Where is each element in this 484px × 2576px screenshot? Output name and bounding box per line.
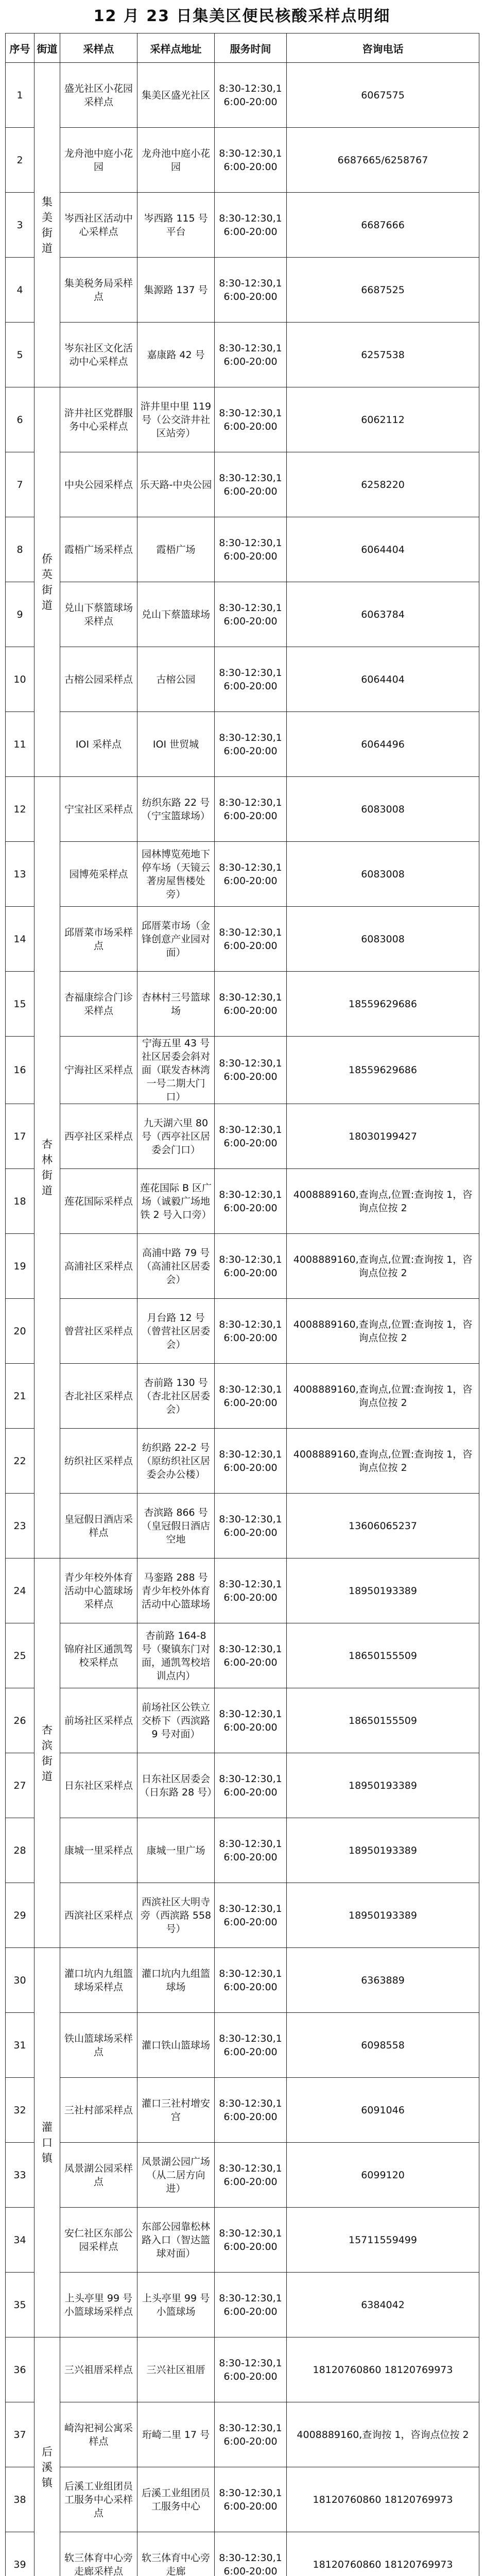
street-name bbox=[34, 387, 60, 777]
table-row bbox=[6, 1688, 479, 1753]
site-name: 浒井社区党群服务中心采样点 bbox=[60, 387, 137, 452]
contact-phone: 18120760860 18120769973 bbox=[287, 2467, 479, 2532]
row-number: 17 bbox=[6, 1104, 34, 1169]
service-time: 8:30-12:30,16:00-20:00 bbox=[215, 323, 287, 387]
service-time: 8:30-12:30,16:00-20:00 bbox=[215, 1948, 287, 2013]
site-address: 园林博览苑地下停车场（天镜云著房屋售楼处旁） bbox=[137, 842, 215, 907]
table-row bbox=[6, 1364, 479, 1429]
service-time: 8:30-12:30,16:00-20:00 bbox=[215, 2143, 287, 2208]
contact-phone: 6687665/6258767 bbox=[287, 128, 479, 193]
street-name bbox=[34, 1948, 60, 2337]
service-time: 8:30-12:30,16:00-20:00 bbox=[215, 2208, 287, 2273]
row-number: 8 bbox=[6, 517, 34, 582]
service-time: 8:30-12:30,16:00-20:00 bbox=[215, 1234, 287, 1299]
table-row bbox=[6, 517, 479, 582]
service-time: 8:30-12:30,16:00-20:00 bbox=[215, 63, 287, 128]
row-number: 7 bbox=[6, 452, 34, 517]
row-number: 5 bbox=[6, 323, 34, 387]
site-address: 杏滨路 866 号（皇冠假日酒店空地 bbox=[137, 1494, 215, 1558]
service-time: 8:30-12:30,16:00-20:00 bbox=[215, 2013, 287, 2078]
service-time: 8:30-12:30,16:00-20:00 bbox=[215, 2467, 287, 2532]
table-row bbox=[6, 2273, 479, 2337]
service-time: 8:30-12:30,16:00-20:00 bbox=[215, 777, 287, 842]
row-number: 14 bbox=[6, 907, 34, 972]
site-address: 霞梧广场 bbox=[137, 517, 215, 582]
site-address: 乐天路-中央公园 bbox=[137, 452, 215, 517]
row-number: 27 bbox=[6, 1753, 34, 1818]
contact-phone: 6687666 bbox=[287, 193, 479, 258]
table-row bbox=[6, 907, 479, 972]
table-row bbox=[6, 647, 479, 712]
contact-phone: 6083008 bbox=[287, 777, 479, 842]
site-address: 嘉康路 42 号 bbox=[137, 323, 215, 387]
service-time: 8:30-12:30,16:00-20:00 bbox=[215, 193, 287, 258]
contact-phone: 6687525 bbox=[287, 258, 479, 323]
site-address: 珩崎二里 17 号 bbox=[137, 2402, 215, 2467]
row-number: 10 bbox=[6, 647, 34, 712]
row-number: 37 bbox=[6, 2402, 34, 2467]
site-address: 后溪工业组团员工服务中心 bbox=[137, 2467, 215, 2532]
site-address: 集源路 137 号 bbox=[137, 258, 215, 323]
table-row bbox=[6, 2208, 479, 2273]
service-time: 8:30-12:30,16:00-20:00 bbox=[215, 1364, 287, 1429]
street-name-text: 灌口镇 bbox=[42, 2120, 53, 2166]
table-row bbox=[6, 1429, 479, 1494]
row-number: 11 bbox=[6, 712, 34, 777]
row-number: 18 bbox=[6, 1169, 34, 1234]
site-name: 宁宝社区采样点 bbox=[60, 777, 137, 842]
contact-phone: 6083008 bbox=[287, 907, 479, 972]
site-name: IOI 采样点 bbox=[60, 712, 137, 777]
contact-phone: 6363889 bbox=[287, 1948, 479, 2013]
street-name bbox=[34, 2337, 60, 2576]
row-number: 15 bbox=[6, 972, 34, 1037]
site-name: 凤景湖公园采样点 bbox=[60, 2143, 137, 2208]
row-number: 38 bbox=[6, 2467, 34, 2532]
service-time: 8:30-12:30,16:00-20:00 bbox=[215, 1818, 287, 1883]
table-row bbox=[6, 1818, 479, 1883]
site-address: 软三体育中心旁走廊 bbox=[137, 2532, 215, 2576]
contact-phone: 18120760860 18120769973 bbox=[287, 2532, 479, 2576]
site-address: 灌口坑内九组篮球场 bbox=[137, 1948, 215, 2013]
site-name: 杏北社区采样点 bbox=[60, 1364, 137, 1429]
site-name: 兑山下蔡篮球场采样点 bbox=[60, 582, 137, 647]
row-number: 25 bbox=[6, 1623, 34, 1688]
row-number: 35 bbox=[6, 2273, 34, 2337]
table-row bbox=[6, 2078, 479, 2143]
service-time: 8:30-12:30,16:00-20:00 bbox=[215, 1688, 287, 1753]
contact-phone: 6091046 bbox=[287, 2078, 479, 2143]
row-number: 24 bbox=[6, 1558, 34, 1623]
table-row bbox=[6, 2532, 479, 2576]
table-row bbox=[6, 1234, 479, 1299]
contact-phone: 15711559499 bbox=[287, 2208, 479, 2273]
table-row bbox=[6, 63, 479, 128]
row-number: 12 bbox=[6, 777, 34, 842]
table-row bbox=[6, 1623, 479, 1688]
contact-phone: 6098558 bbox=[287, 2013, 479, 2078]
contact-phone: 4008889160,查询点,位置:查询按 1，咨询点位按 2 bbox=[287, 1299, 479, 1364]
site-address: 三兴社区祖厝 bbox=[137, 2337, 215, 2402]
row-number: 13 bbox=[6, 842, 34, 907]
row-number: 9 bbox=[6, 582, 34, 647]
table-row bbox=[6, 582, 479, 647]
site-name: 软三体育中心旁走廊采样点 bbox=[60, 2532, 137, 2576]
table-row bbox=[6, 1037, 479, 1104]
row-number: 20 bbox=[6, 1299, 34, 1364]
site-name: 莲花国际采样点 bbox=[60, 1169, 137, 1234]
street-name-text: 杏林街道 bbox=[42, 1137, 53, 1198]
site-address: 浒井里中里 119 号（公交浒井社区站旁） bbox=[137, 387, 215, 452]
row-number: 28 bbox=[6, 1818, 34, 1883]
table-row bbox=[6, 2402, 479, 2467]
service-time: 8:30-12:30,16:00-20:00 bbox=[215, 2532, 287, 2576]
row-number: 16 bbox=[6, 1037, 34, 1104]
table-row bbox=[6, 2337, 479, 2402]
site-name: 纺织社区采样点 bbox=[60, 1429, 137, 1494]
street-name-text: 侨英街道 bbox=[42, 551, 53, 613]
row-number: 23 bbox=[6, 1494, 34, 1558]
site-address: 凤景湖公园广场（从二居方向进） bbox=[137, 2143, 215, 2208]
contact-phone: 4008889160,查询点,位置:查询按 1，咨询点位按 2 bbox=[287, 1169, 479, 1234]
table-row bbox=[6, 1883, 479, 1948]
site-address: 灌口三社村增安宫 bbox=[137, 2078, 215, 2143]
site-name: 高浦社区采样点 bbox=[60, 1234, 137, 1299]
street-name bbox=[34, 63, 60, 387]
site-address: 杏前路 164-8 号（聚镇东门对面，通凯驾校培训点内） bbox=[137, 1623, 215, 1688]
table-row bbox=[6, 1104, 479, 1169]
row-number: 26 bbox=[6, 1688, 34, 1753]
contact-phone: 18120760860 18120769973 bbox=[287, 2337, 479, 2402]
site-name: 三社村部采样点 bbox=[60, 2078, 137, 2143]
service-time: 8:30-12:30,16:00-20:00 bbox=[215, 387, 287, 452]
site-address: 月台路 12 号（曾营社区居委会） bbox=[137, 1299, 215, 1364]
service-time: 8:30-12:30,16:00-20:00 bbox=[215, 258, 287, 323]
table-row bbox=[6, 1299, 479, 1364]
site-address: 邱厝菜市场（金锋创意产业园对面） bbox=[137, 907, 215, 972]
site-name: 安仁社区东部公园采样点 bbox=[60, 2208, 137, 2273]
contact-phone: 18030199427 bbox=[287, 1104, 479, 1169]
street-name bbox=[34, 1558, 60, 1948]
site-address: 纺织东路 22 号（宁宝篮球场） bbox=[137, 777, 215, 842]
service-time: 8:30-12:30,16:00-20:00 bbox=[215, 2337, 287, 2402]
contact-phone: 6257538 bbox=[287, 323, 479, 387]
site-name: 青少年校外体育活动中心篮球场采样点 bbox=[60, 1558, 137, 1623]
header-street: 街道 bbox=[34, 33, 60, 63]
contact-phone: 6083008 bbox=[287, 842, 479, 907]
contact-phone: 4008889160,查询点,位置:查询按 1，咨询点位按 2 bbox=[287, 1429, 479, 1494]
row-number: 3 bbox=[6, 193, 34, 258]
row-number: 6 bbox=[6, 387, 34, 452]
site-name: 岑西社区活动中心采样点 bbox=[60, 193, 137, 258]
row-number: 32 bbox=[6, 2078, 34, 2143]
contact-phone: 4008889160,查询点,位置:查询按 1，咨询点位按 2 bbox=[287, 1234, 479, 1299]
site-address: IOI 世贸城 bbox=[137, 712, 215, 777]
service-time: 8:30-12:30,16:00-20:00 bbox=[215, 1037, 287, 1104]
site-name: 灌口坑内九组篮球场采样点 bbox=[60, 1948, 137, 2013]
site-name: 宁海社区采样点 bbox=[60, 1037, 137, 1104]
contact-phone: 6384042 bbox=[287, 2273, 479, 2337]
site-name: 康城一里采样点 bbox=[60, 1818, 137, 1883]
contact-phone: 6063784 bbox=[287, 582, 479, 647]
table-row bbox=[6, 1494, 479, 1558]
contact-phone: 6062112 bbox=[287, 387, 479, 452]
contact-phone: 6064404 bbox=[287, 517, 479, 582]
service-time: 8:30-12:30,16:00-20:00 bbox=[215, 452, 287, 517]
contact-phone: 6099120 bbox=[287, 2143, 479, 2208]
service-time: 8:30-12:30,16:00-20:00 bbox=[215, 128, 287, 193]
table-header-row bbox=[6, 33, 479, 63]
site-name: 园博苑采样点 bbox=[60, 842, 137, 907]
site-address: 康城一里广场 bbox=[137, 1818, 215, 1883]
table-row bbox=[6, 2143, 479, 2208]
row-number: 33 bbox=[6, 2143, 34, 2208]
row-number: 2 bbox=[6, 128, 34, 193]
site-address: 日东社区居委会（日东路 28 号） bbox=[137, 1753, 215, 1818]
contact-phone: 6258220 bbox=[287, 452, 479, 517]
site-address: 集美区盛光社区 bbox=[137, 63, 215, 128]
site-address: 莲花国际 B 区广场（诚毅广场地铁 2 号入口旁） bbox=[137, 1169, 215, 1234]
service-time: 8:30-12:30,16:00-20:00 bbox=[215, 517, 287, 582]
site-address: 杏林村三号篮球场 bbox=[137, 972, 215, 1037]
row-number: 21 bbox=[6, 1364, 34, 1429]
street-name-text: 后溪镇 bbox=[42, 2444, 53, 2490]
site-address: 龙舟池中庭小花园 bbox=[137, 128, 215, 193]
site-address: 高浦中路 79 号（高浦社区居委会） bbox=[137, 1234, 215, 1299]
site-name: 前场社区采样点 bbox=[60, 1688, 137, 1753]
site-address: 西滨社区大明寺旁（西滨路 558 号） bbox=[137, 1883, 215, 1948]
site-name: 西滨社区采样点 bbox=[60, 1883, 137, 1948]
service-time: 8:30-12:30,16:00-20:00 bbox=[215, 1753, 287, 1818]
site-name: 铁山篮球场采样点 bbox=[60, 2013, 137, 2078]
site-name: 龙舟池中庭小花园 bbox=[60, 128, 137, 193]
table-row bbox=[6, 1753, 479, 1818]
site-name: 曾营社区采样点 bbox=[60, 1299, 137, 1364]
header-no: 序号 bbox=[6, 33, 34, 63]
service-time: 8:30-12:30,16:00-20:00 bbox=[215, 1558, 287, 1623]
contact-phone: 18950193389 bbox=[287, 1818, 479, 1883]
table-row bbox=[6, 1948, 479, 2013]
service-time: 8:30-12:30,16:00-20:00 bbox=[215, 907, 287, 972]
row-number: 29 bbox=[6, 1883, 34, 1948]
table-row bbox=[6, 323, 479, 387]
site-name: 岑东社区文化活动中心采样点 bbox=[60, 323, 137, 387]
service-time: 8:30-12:30,16:00-20:00 bbox=[215, 647, 287, 712]
table-row bbox=[6, 712, 479, 777]
site-name: 中央公园采样点 bbox=[60, 452, 137, 517]
service-time: 8:30-12:30,16:00-20:00 bbox=[215, 1104, 287, 1169]
site-name: 皇冠假日酒店采样点 bbox=[60, 1494, 137, 1558]
header-address: 采样点地址 bbox=[137, 33, 215, 63]
contact-phone: 4008889160,查询按 1，咨询点位按 2 bbox=[287, 2402, 479, 2467]
contact-phone: 4008889160,查询点,位置:查询按 1，咨询点位按 2 bbox=[287, 1364, 479, 1429]
site-address: 宁海五里 43 号社区居委会斜对面（联发杏林湾一号二期大门口） bbox=[137, 1037, 215, 1104]
header-site: 采样点 bbox=[60, 33, 137, 63]
table-row bbox=[6, 2013, 479, 2078]
site-address: 岑西路 115 号平台 bbox=[137, 193, 215, 258]
contact-phone: 6067575 bbox=[287, 63, 479, 128]
table-row bbox=[6, 452, 479, 517]
contact-phone: 6064404 bbox=[287, 647, 479, 712]
site-name: 盛光社区小花园采样点 bbox=[60, 63, 137, 128]
site-name: 上头亭里 99 号小篮球场采样点 bbox=[60, 2273, 137, 2337]
service-time: 8:30-12:30,16:00-20:00 bbox=[215, 1299, 287, 1364]
service-time: 8:30-12:30,16:00-20:00 bbox=[215, 1623, 287, 1688]
site-name: 崎沟祀祠公寓采样点 bbox=[60, 2402, 137, 2467]
site-name: 霞梧广场采样点 bbox=[60, 517, 137, 582]
contact-phone: 18950193389 bbox=[287, 1753, 479, 1818]
service-time: 8:30-12:30,16:00-20:00 bbox=[215, 972, 287, 1037]
row-number: 30 bbox=[6, 1948, 34, 2013]
table-row bbox=[6, 2467, 479, 2532]
service-time: 8:30-12:30,16:00-20:00 bbox=[215, 2078, 287, 2143]
site-address: 马銮路 288 号青少年校外体育活动中心篮球场 bbox=[137, 1558, 215, 1623]
site-name: 日东社区采样点 bbox=[60, 1753, 137, 1818]
contact-phone: 18950193389 bbox=[287, 1883, 479, 1948]
contact-phone: 13606065237 bbox=[287, 1494, 479, 1558]
header-time: 服务时间 bbox=[215, 33, 287, 63]
row-number: 34 bbox=[6, 2208, 34, 2273]
site-address: 杏前路 130 号（杏北社区居委会） bbox=[137, 1364, 215, 1429]
service-time: 8:30-12:30,16:00-20:00 bbox=[215, 1429, 287, 1494]
site-address: 灌口铁山篮球场 bbox=[137, 2013, 215, 2078]
header-phone: 咨询电话 bbox=[287, 33, 479, 63]
service-time: 8:30-12:30,16:00-20:00 bbox=[215, 842, 287, 907]
service-time: 8:30-12:30,16:00-20:00 bbox=[215, 2402, 287, 2467]
row-number: 31 bbox=[6, 2013, 34, 2078]
site-address: 九天湖六里 80 号（西亭社区居委会门口） bbox=[137, 1104, 215, 1169]
contact-phone: 18950193389 bbox=[287, 1558, 479, 1623]
site-address: 纺织路 22-2 号（原纺织社区居委会办公楼） bbox=[137, 1429, 215, 1494]
street-name-text: 集美街道 bbox=[42, 194, 53, 256]
service-time: 8:30-12:30,16:00-20:00 bbox=[215, 582, 287, 647]
contact-phone: 18650155509 bbox=[287, 1623, 479, 1688]
table-row bbox=[6, 972, 479, 1037]
site-name: 后溪工业组团员工服务中心采样点 bbox=[60, 2467, 137, 2532]
row-number: 1 bbox=[6, 63, 34, 128]
service-time: 8:30-12:30,16:00-20:00 bbox=[215, 712, 287, 777]
table-row bbox=[6, 128, 479, 193]
row-number: 36 bbox=[6, 2337, 34, 2402]
site-name: 古榕公园采样点 bbox=[60, 647, 137, 712]
table-row bbox=[6, 777, 479, 842]
row-number: 19 bbox=[6, 1234, 34, 1299]
site-address: 上头亭里 99 号小篮球场 bbox=[137, 2273, 215, 2337]
site-name: 锦府社区通凯驾校采样点 bbox=[60, 1623, 137, 1688]
row-number: 39 bbox=[6, 2532, 34, 2576]
row-number: 22 bbox=[6, 1429, 34, 1494]
table-row bbox=[6, 1558, 479, 1623]
service-time: 8:30-12:30,16:00-20:00 bbox=[215, 1494, 287, 1558]
site-name: 杏福康综合门诊采样点 bbox=[60, 972, 137, 1037]
service-time: 8:30-12:30,16:00-20:00 bbox=[215, 1883, 287, 1948]
site-name: 三兴祖厝采样点 bbox=[60, 2337, 137, 2402]
site-address: 前场社区公铁立交桥下（西滨路 9 号对面） bbox=[137, 1688, 215, 1753]
table-row bbox=[6, 1169, 479, 1234]
table-row bbox=[6, 258, 479, 323]
contact-phone: 18559629686 bbox=[287, 972, 479, 1037]
sampling-site-table bbox=[5, 33, 479, 2576]
table-row bbox=[6, 193, 479, 258]
table-row bbox=[6, 842, 479, 907]
row-number: 4 bbox=[6, 258, 34, 323]
street-name-text: 杏滨街道 bbox=[42, 1722, 53, 1784]
site-name: 西亭社区采样点 bbox=[60, 1104, 137, 1169]
site-address: 兑山下蔡篮球场 bbox=[137, 582, 215, 647]
contact-phone: 18559629686 bbox=[287, 1037, 479, 1104]
site-name: 集美税务局采样点 bbox=[60, 258, 137, 323]
site-name: 邱厝菜市场采样点 bbox=[60, 907, 137, 972]
page-title: 12 月 23 日集美区便民核酸采样点明细 bbox=[0, 0, 484, 33]
site-address: 东部公园靠松林路入口（智达篮球对面） bbox=[137, 2208, 215, 2273]
service-time: 8:30-12:30,16:00-20:00 bbox=[215, 1169, 287, 1234]
contact-phone: 18650155509 bbox=[287, 1688, 479, 1753]
site-address: 古榕公园 bbox=[137, 647, 215, 712]
service-time: 8:30-12:30,16:00-20:00 bbox=[215, 2273, 287, 2337]
street-name bbox=[34, 777, 60, 1558]
table-row bbox=[6, 387, 479, 452]
contact-phone: 6064496 bbox=[287, 712, 479, 777]
